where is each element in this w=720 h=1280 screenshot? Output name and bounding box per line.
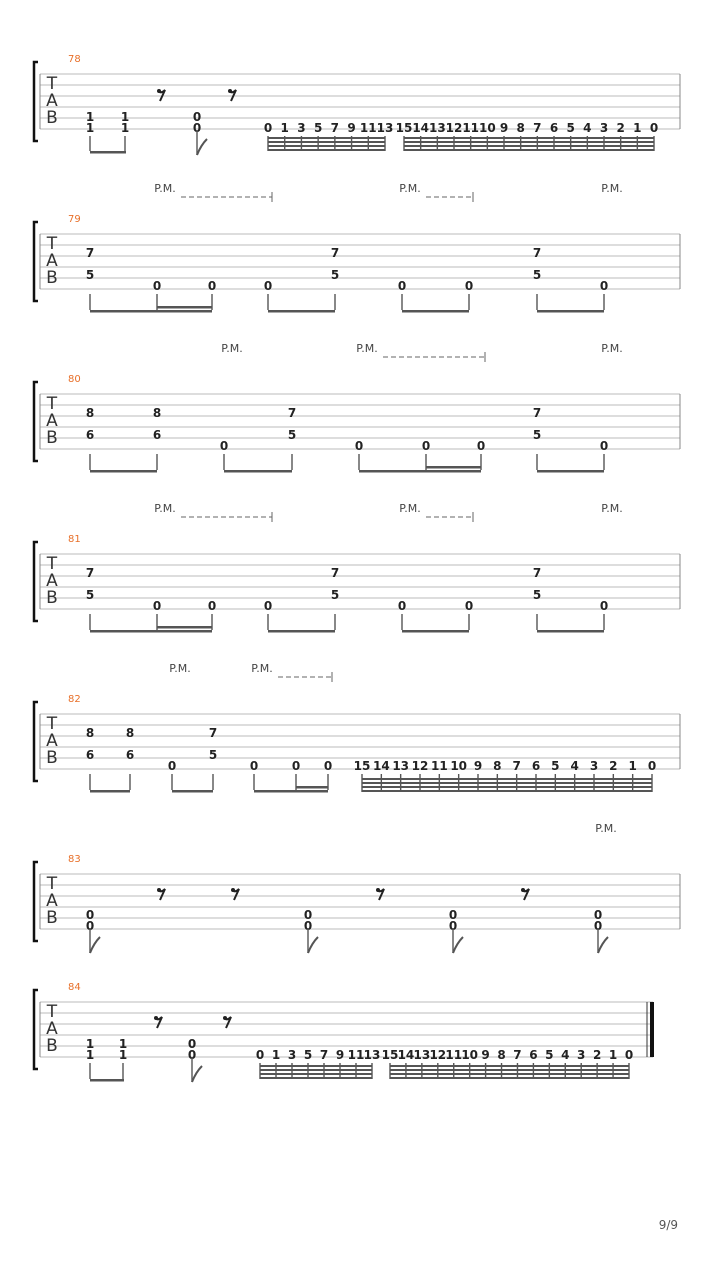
fret-number: 5: [532, 268, 542, 282]
beam: [90, 630, 212, 633]
fret-number: 1: [85, 121, 95, 135]
beam: [426, 466, 481, 469]
fret-number: 0: [187, 1048, 197, 1062]
tab-staff: [34, 342, 680, 473]
system-bracket: [34, 62, 38, 141]
run-up-beam: [268, 141, 385, 143]
fret-number: 0: [421, 439, 431, 453]
system-bracket: [34, 862, 38, 941]
run-down-beam: [404, 145, 654, 147]
tab-clef-letter: A: [46, 251, 58, 271]
tab-clef-letter: T: [46, 234, 58, 254]
measure-number: 84: [68, 982, 81, 993]
fret-number: 8: [85, 406, 95, 420]
run-down-fret: 4: [561, 1048, 570, 1062]
beam: [157, 626, 212, 629]
fret-number: 0: [303, 908, 313, 922]
fret-number: 0: [464, 279, 474, 293]
tab-clef-letter: A: [46, 411, 58, 431]
note-flag: [308, 937, 318, 953]
tab-clef-letter: B: [46, 908, 58, 928]
fret-number: 1: [85, 1037, 95, 1051]
fret-number: 5: [85, 588, 95, 602]
tab-clef-letter: A: [46, 91, 58, 111]
run-up-beam: [260, 1069, 372, 1071]
tab-clef-letter: T: [46, 874, 58, 894]
run-down-fret: 2: [592, 1048, 602, 1062]
run-down-fret: 7: [533, 121, 542, 135]
run-down-fret: 3: [599, 121, 609, 135]
beam: [224, 470, 292, 473]
fret-number: 0: [476, 439, 486, 453]
tab-clef-letter: T: [46, 714, 58, 734]
run-down-fret: 9: [481, 1048, 490, 1062]
tab-clef-letter: T: [46, 74, 58, 94]
run-down-beam: [404, 141, 654, 143]
run-down-fret: 11: [430, 759, 448, 773]
run-up-beam: [260, 1065, 372, 1067]
run-down-fret: 6: [529, 1048, 538, 1062]
fret-number: 8: [152, 406, 162, 420]
run-up-fret: 7: [319, 1048, 329, 1062]
run-down-fret: 12: [429, 1048, 447, 1062]
fret-number: 8: [125, 726, 135, 740]
tab-staff: [34, 182, 680, 313]
run-up-beam: [260, 1073, 372, 1075]
fret-number: 8: [85, 726, 95, 740]
run-down-fret: 0: [647, 759, 657, 773]
tab-clef-letter: A: [46, 731, 58, 751]
run-down-fret: 9: [499, 121, 509, 135]
fret-number: 0: [207, 599, 217, 613]
run-down-beam: [390, 1073, 629, 1075]
run-down-beam: [390, 1077, 629, 1079]
run-down-beam: [362, 790, 652, 792]
palm-mute-label: P.M.: [601, 182, 623, 195]
run-down-fret: 0: [624, 1048, 634, 1062]
beam: [157, 306, 212, 309]
palm-mute-label: P.M.: [251, 662, 273, 675]
run-down-fret: 6: [531, 759, 541, 773]
eighth-rest-dot: [154, 1016, 158, 1020]
fret-number: 0: [152, 279, 162, 293]
run-down-beam: [362, 782, 652, 784]
run-down-fret: 1: [628, 759, 637, 773]
run-up-fret: 5: [303, 1048, 313, 1062]
fret-number: 0: [207, 279, 217, 293]
fret-number: 0: [192, 121, 202, 135]
tab-staff: [34, 54, 680, 155]
eighth-rest-dot: [157, 89, 161, 93]
tab-clef-letter: B: [46, 108, 58, 128]
eighth-rest-dot: [157, 888, 161, 892]
run-down-beam: [362, 786, 652, 788]
eighth-rest-dot: [231, 888, 235, 892]
fret-number: 6: [85, 428, 95, 442]
eighth-rest-dot: [223, 1016, 227, 1020]
run-up-fret: 5: [313, 121, 323, 135]
fret-number: 0: [448, 908, 458, 922]
fret-number: 0: [303, 919, 313, 933]
fret-number: 0: [593, 919, 603, 933]
note-flag: [453, 937, 463, 953]
fret-number: 7: [532, 246, 542, 260]
beam: [90, 1079, 124, 1082]
run-down-fret: 0: [649, 121, 659, 135]
run-up-fret: 13: [376, 121, 394, 135]
fret-number: 6: [152, 428, 162, 442]
fret-number: 5: [85, 268, 95, 282]
run-down-fret: 10: [461, 1048, 479, 1062]
run-down-fret: 11: [445, 1048, 463, 1062]
beam: [537, 310, 604, 313]
beam: [537, 470, 604, 473]
run-down-fret: 1: [633, 121, 642, 135]
tab-clef-letter: B: [46, 268, 58, 288]
palm-mute-label: P.M.: [154, 182, 176, 195]
run-down-fret: 13: [428, 121, 446, 135]
measure-number: 82: [68, 694, 81, 705]
fret-number: 0: [397, 599, 407, 613]
system-bracket: [34, 222, 38, 301]
run-down-fret: 5: [551, 759, 560, 773]
beam: [90, 151, 126, 154]
fret-number: 5: [532, 588, 542, 602]
run-down-fret: 7: [513, 1048, 522, 1062]
system-bracket: [34, 702, 38, 781]
fret-number: 6: [85, 748, 95, 762]
fret-number: 0: [249, 759, 259, 773]
fret-number: 6: [125, 748, 135, 762]
run-down-fret: 4: [570, 759, 579, 773]
fret-number: 0: [263, 599, 273, 613]
beam: [402, 310, 469, 313]
fret-number: 0: [167, 759, 177, 773]
fret-number: 7: [287, 406, 297, 420]
run-up-fret: 3: [287, 1048, 297, 1062]
beam: [537, 630, 604, 633]
run-up-fret: 13: [363, 1048, 381, 1062]
tab-clef-letter: A: [46, 891, 58, 911]
run-up-fret: 9: [347, 121, 356, 135]
run-down-fret: 4: [583, 121, 592, 135]
fret-number: 0: [291, 759, 301, 773]
fret-number: 7: [532, 406, 542, 420]
run-down-fret: 11: [462, 121, 480, 135]
system-bracket: [34, 990, 38, 1069]
fret-number: 7: [85, 246, 95, 260]
tab-staff: [34, 822, 680, 953]
run-down-beam: [390, 1065, 629, 1067]
run-up-fret: 1: [271, 1048, 281, 1062]
run-down-fret: 13: [392, 759, 410, 773]
run-down-beam: [362, 778, 652, 780]
note-flag: [192, 1066, 202, 1082]
page-number: 9/9: [658, 1218, 678, 1232]
eighth-rest-dot: [521, 888, 525, 892]
tab-clef-letter: T: [46, 554, 58, 574]
palm-mute-label: P.M.: [154, 502, 176, 515]
run-down-fret: 2: [609, 759, 618, 773]
fret-number: 0: [152, 599, 162, 613]
run-down-beam: [404, 149, 654, 151]
run-down-fret: 2: [616, 121, 625, 135]
palm-mute-label: P.M.: [399, 182, 421, 195]
fret-number: 0: [187, 1037, 197, 1051]
fret-number: 0: [323, 759, 333, 773]
run-down-fret: 3: [577, 1048, 586, 1062]
run-down-fret: 15: [381, 1048, 399, 1062]
measure-number: 81: [68, 534, 81, 545]
run-down-fret: 10: [478, 121, 496, 135]
beam: [90, 310, 212, 313]
run-up-fret: 1: [280, 121, 289, 135]
eighth-rest-dot: [376, 888, 380, 892]
tab-clef-letter: B: [46, 588, 58, 608]
run-down-fret: 12: [411, 759, 429, 773]
measure-number: 83: [68, 854, 81, 865]
run-down-fret: 8: [493, 759, 502, 773]
fret-number: 0: [397, 279, 407, 293]
fret-number: 5: [330, 268, 340, 282]
run-down-fret: 8: [497, 1048, 506, 1062]
measure-number: 80: [68, 374, 81, 385]
fret-number: 7: [330, 566, 340, 580]
run-up-fret: 11: [359, 121, 377, 135]
run-up-fret: 7: [330, 121, 340, 135]
run-down-fret: 8: [516, 121, 525, 135]
fret-number: 0: [85, 919, 95, 933]
double-barline-thick: [650, 1002, 654, 1057]
tab-clef-letter: B: [46, 748, 58, 768]
fret-number: 0: [599, 279, 609, 293]
beam: [254, 790, 328, 793]
beam: [268, 310, 335, 313]
fret-number: 5: [287, 428, 297, 442]
fret-number: 0: [464, 599, 474, 613]
fret-number: 5: [532, 428, 542, 442]
system-bracket: [34, 542, 38, 621]
fret-number: 0: [219, 439, 229, 453]
run-down-fret: 5: [566, 121, 575, 135]
palm-mute-label: P.M.: [169, 662, 191, 675]
measure-number: 78: [68, 54, 81, 65]
fret-number: 7: [85, 566, 95, 580]
fret-number: 7: [330, 246, 340, 260]
run-down-beam: [404, 137, 654, 139]
fret-number: 5: [208, 748, 218, 762]
run-down-fret: 13: [413, 1048, 431, 1062]
fret-number: 7: [208, 726, 218, 740]
beam: [296, 786, 328, 789]
run-down-fret: 14: [412, 121, 430, 135]
palm-mute-label: P.M.: [399, 502, 421, 515]
run-down-fret: 5: [545, 1048, 554, 1062]
run-up-beam: [268, 137, 385, 139]
beam: [172, 790, 213, 793]
fret-number: 0: [192, 110, 202, 124]
fret-number: 1: [85, 1048, 95, 1062]
tab-clef-letter: A: [46, 1019, 58, 1039]
run-down-fret: 1: [608, 1048, 618, 1062]
tab-clef-letter: A: [46, 571, 58, 591]
run-up-beam: [268, 145, 385, 147]
fret-number: 1: [118, 1037, 128, 1051]
fret-number: 5: [330, 588, 340, 602]
tab-staff: [34, 982, 654, 1082]
fret-number: 0: [593, 908, 603, 922]
system-bracket: [34, 382, 38, 461]
run-down-fret: 15: [395, 121, 413, 135]
tab-clef-letter: B: [46, 428, 58, 448]
fret-number: 1: [120, 110, 130, 124]
beam: [268, 630, 335, 633]
run-down-fret: 14: [372, 759, 390, 773]
run-up-fret: 0: [263, 121, 273, 135]
run-up-fret: 11: [347, 1048, 365, 1062]
run-down-fret: 12: [445, 121, 463, 135]
palm-mute-label: P.M.: [356, 342, 378, 355]
palm-mute-label: P.M.: [601, 342, 623, 355]
run-down-beam: [390, 1069, 629, 1071]
fret-number: 1: [118, 1048, 128, 1062]
fret-number: 1: [120, 121, 130, 135]
tab-clef-letter: T: [46, 394, 58, 414]
run-down-fret: 9: [473, 759, 483, 773]
note-flag: [197, 139, 207, 155]
run-up-beam: [268, 149, 385, 151]
tab-clef-letter: B: [46, 1036, 58, 1056]
fret-number: 0: [263, 279, 273, 293]
run-up-fret: 0: [255, 1048, 265, 1062]
palm-mute-label: P.M.: [601, 502, 623, 515]
run-up-fret: 9: [335, 1048, 345, 1062]
fret-number: 7: [532, 566, 542, 580]
run-down-fret: 10: [450, 759, 468, 773]
fret-number: 0: [599, 439, 609, 453]
run-down-fret: 6: [549, 121, 559, 135]
run-down-fret: 15: [353, 759, 371, 773]
run-down-fret: 14: [397, 1048, 415, 1062]
run-up-fret: 3: [297, 121, 306, 135]
fret-number: 1: [85, 110, 95, 124]
fret-number: 0: [599, 599, 609, 613]
tab-staff: [34, 502, 680, 633]
beam: [90, 470, 157, 473]
fret-number: 0: [85, 908, 95, 922]
note-flag: [90, 937, 100, 953]
fret-number: 0: [354, 439, 364, 453]
run-down-fret: 7: [512, 759, 521, 773]
beam: [359, 470, 481, 473]
run-down-fret: 3: [589, 759, 599, 773]
tab-staff: [34, 662, 680, 793]
palm-mute-label: P.M.: [221, 342, 243, 355]
beam: [402, 630, 469, 633]
measure-number: 79: [68, 214, 81, 225]
run-up-beam: [260, 1077, 372, 1079]
tab-clef-letter: T: [46, 1002, 58, 1022]
beam: [90, 790, 130, 793]
fret-number: 0: [448, 919, 458, 933]
note-flag: [598, 937, 608, 953]
eighth-rest-dot: [228, 89, 232, 93]
palm-mute-label: P.M.: [595, 822, 617, 835]
